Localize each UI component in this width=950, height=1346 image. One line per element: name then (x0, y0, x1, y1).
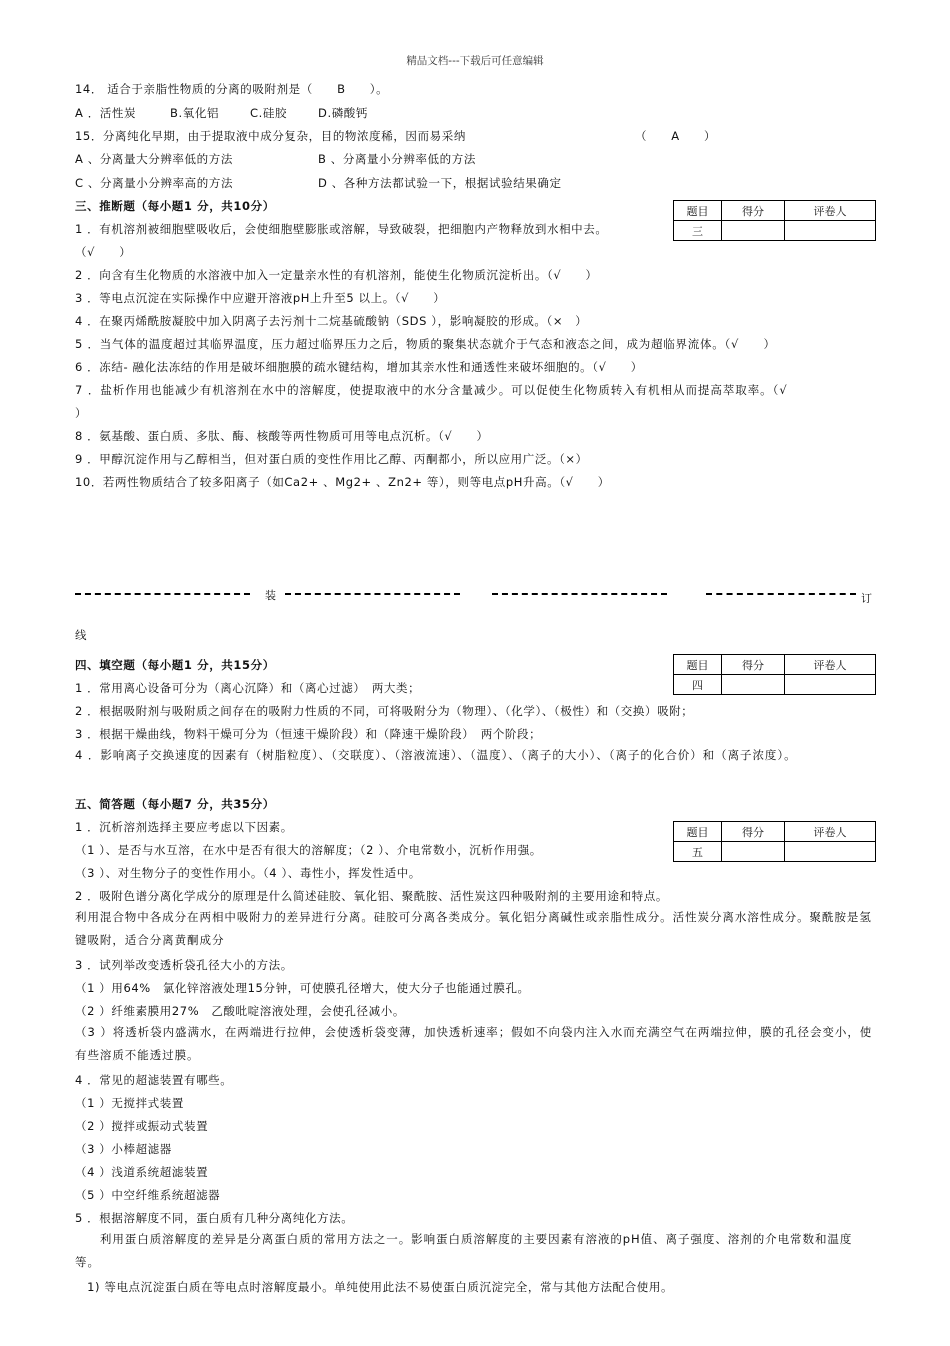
binding-dash (492, 593, 667, 595)
q14-option-c: C.硅胶 (250, 106, 288, 120)
score-cell (722, 221, 785, 241)
binding-xian: 线 (75, 628, 88, 642)
binding-dash (706, 593, 856, 595)
answer-4-item: （5 ）中空纤维系统超滤器 (75, 1188, 221, 1202)
section-3-title: 三、推断题（每小题1 分，共10分） (75, 199, 275, 213)
answer-1-line: （1 ）、是否与水互溶，在水中是否有很大的溶解度；（2 ）、介电常数小，沉析作用强。 (75, 843, 542, 857)
q15-option-a: A 、分离量大分辨率低的方法 (75, 152, 233, 166)
score-topic-5: 五 (674, 842, 722, 862)
judge-6: 6 ．冻结- 融化法冻结的作用是破坏细胞膜的疏水键结构，增加其亲水性和通透性来破坏细胞的。（√ ） (75, 360, 643, 374)
question-14: 14． 适合于亲脂性物质的分离的吸附剂是（ B ）。 (75, 82, 389, 96)
answer-4-item: （2 ）搅拌或振动式装置 (75, 1119, 209, 1133)
judge-7: 7 ．盐析作用也能减少有机溶剂在水中的溶解度，使提取液中的水分含量减少。可以促使生化物质转入有机相从而提高萃取率。（√ (75, 383, 788, 397)
score-col-grader: 评卷人 (785, 201, 876, 221)
answer-4-item: （4 ）浅道系统超滤装置 (75, 1165, 209, 1179)
answer-1-q: 1 ．沉析溶剂选择主要应考虑以下因素。 (75, 820, 293, 834)
answer-3-line: （2 ）纤维素膜用27% 乙酸吡啶溶液处理，会使孔径减小。 (75, 1004, 405, 1018)
answer-5-line: 1) 等电点沉淀蛋白质在等电点时溶解度最小。单纯使用此法不易使蛋白质沉淀完全，常与其他方法配合使用。 (75, 1280, 674, 1294)
q14-option-b: B.氧化铝 (170, 106, 220, 120)
q15-answer: （ A ） (635, 129, 717, 143)
fill-3: 3 ．根据干燥曲线，物料干燥可分为（恒速干燥阶段）和（降速干燥阶段） 两个阶段； (75, 727, 542, 741)
score-table-5 (673, 821, 876, 862)
score-col-grader: 评卷人 (785, 655, 876, 675)
answer-2-q: 2 ．吸附色谱分离化学成分的原理是什么简述硅胶、氧化铝、聚酰胺、活性炭这四种吸附剂的主要用途和特点。 (75, 889, 668, 903)
judge-2: 2 ．向含有生化物质的水溶液中加入一定量亲水性的有机溶剂，能使生化物质沉淀析出。（√ ） (75, 268, 598, 282)
judge-9: 9 ．甲醇沉淀作用与乙醇相当，但对蛋白质的变性作用比乙醇、丙酮都小，所以应用广泛。（×） (75, 452, 588, 466)
question-15: 15．分离纯化早期，由于提取液中成分复杂，目的物浓度稀，因而易采纳 (75, 129, 466, 143)
answer-5-q: 5 ．根据溶解度不同，蛋白质有几种分离纯化方法。 (75, 1211, 354, 1225)
q15-option-d: D 、各种方法都试验一下，根据试验结果确定 (318, 176, 562, 190)
score-table-3 (673, 200, 876, 241)
binding-zhuang: 装 (265, 589, 276, 602)
answer-1-line: （3 ）、对生物分子的变性作用小。（4 ）、毒性小，挥发性适中。 (75, 866, 421, 880)
score-col-topic: 题目 (674, 822, 722, 842)
judge-3: 3 ．等电点沉淀在实际操作中应避开溶液pH上升至5 以上。（√ ） (75, 291, 446, 305)
score-topic-3: 三 (674, 221, 722, 241)
answer-4-item: （3 ）小棒超滤器 (75, 1142, 172, 1156)
answer-3-line: （1 ）用64% 氯化锌溶液处理15分钟，可使膜孔径增大，使大分子也能通过膜孔。 (75, 981, 530, 995)
judge-4: 4 ．在聚丙烯酰胺凝胶中加入阴离子去污剂十二烷基硫酸钠（SDS ），影响凝胶的形成。（× ） (75, 314, 588, 328)
judge-1-answer: （√ ） (75, 245, 132, 259)
answer-3-q: 3 ．试列举改变透析袋孔径大小的方法。 (75, 958, 293, 972)
judge-7-answer: ） (75, 406, 88, 420)
score-col-topic: 题目 (674, 655, 722, 675)
score-col-score: 得分 (722, 822, 785, 842)
score-col-score: 得分 (722, 201, 785, 221)
answer-3-line: （3 ）将透析袋内盛满水，在两端进行拉伸，会使透析袋变薄，加快透析速率；假如不向袋内注入水而充满空气在两端拉伸，膜的孔径会变小，使有些溶质不能透过膜。 (75, 1025, 873, 1062)
score-table-4 (673, 654, 876, 695)
answer-5-text: 利用蛋白质溶解度的差异是分离蛋白质的常用方法之一。影响蛋白质溶解度的主要因素有溶液的pH值、离子强度、溶剂的介电常数和温度等。 (75, 1232, 853, 1269)
score-topic-4: 四 (674, 675, 722, 695)
answer-2-text: 利用混合物中各成分在两相中吸附力的差异进行分离。硅胶可分离各类成分。氧化铝分离碱性或亲脂性成分。活性炭分离水溶性成分。聚酰胺是氢键吸附，适合分离黄酮成分 (75, 910, 872, 947)
binding-dash (75, 593, 250, 595)
score-cell (722, 675, 785, 695)
grader-cell (785, 221, 876, 241)
judge-5: 5 ．当气体的温度超过其临界温度，压力超过临界压力之后，物质的聚集状态就介于气态和液态之间，成为超临界流体。（√ ） (75, 337, 776, 351)
judge-8: 8 ．氨基酸、蛋白质、多肽、酶、核酸等两性物质可用等电点沉析。（√ ） (75, 429, 489, 443)
q14-option-a: A ．活性炭 (75, 106, 137, 120)
score-col-score: 得分 (722, 655, 785, 675)
grader-cell (785, 675, 876, 695)
fill-1: 1 ．常用离心设备可分为（离心沉降）和（离心过滤） 两大类； (75, 681, 421, 695)
q14-option-d: D.磷酸钙 (318, 106, 369, 120)
binding-dash (285, 593, 460, 595)
score-cell (722, 842, 785, 862)
section-4-title: 四、填空题（每小题1 分，共15分） (75, 658, 275, 672)
q15-option-b: B 、分离量小分辨率低的方法 (318, 152, 476, 166)
section-5-title: 五、简答题（每小题7 分，共35分） (75, 797, 275, 811)
answer-4-q: 4 ．常见的超滤装置有哪些。 (75, 1073, 233, 1087)
fill-2: 2 ．根据吸附剂与吸附质之间存在的吸附力性质的不同，可将吸附分为（物理）、（化学）、（极性）和（交换）吸附； (75, 704, 694, 718)
q15-option-c: C 、分离量小分辨率高的方法 (75, 176, 234, 190)
score-col-topic: 题目 (674, 201, 722, 221)
fill-4: 4 ．影响离子交换速度的因素有（树脂粒度）、（交联度）、（溶液流速）、（温度）、（离子的大小）、（离子的化合价）和（离子浓度）。 (75, 748, 797, 762)
answer-4-item: （1 ）无搅拌式装置 (75, 1096, 184, 1110)
grader-cell (785, 842, 876, 862)
judge-1: 1 ．有机溶剂被细胞壁吸收后，会使细胞壁膨胀或溶解，导致破裂，把细胞内产物释放到水相中去。 (75, 222, 608, 236)
page-header: 精品文档---下载后可任意编辑 (406, 55, 544, 67)
score-col-grader: 评卷人 (785, 822, 876, 842)
judge-10: 10．若两性物质结合了较多阳离子（如Ca2+ 、Mg2+ 、Zn2+ 等），则等电点pH升高。（√ ） (75, 475, 610, 489)
binding-ding: 订 (861, 592, 872, 605)
